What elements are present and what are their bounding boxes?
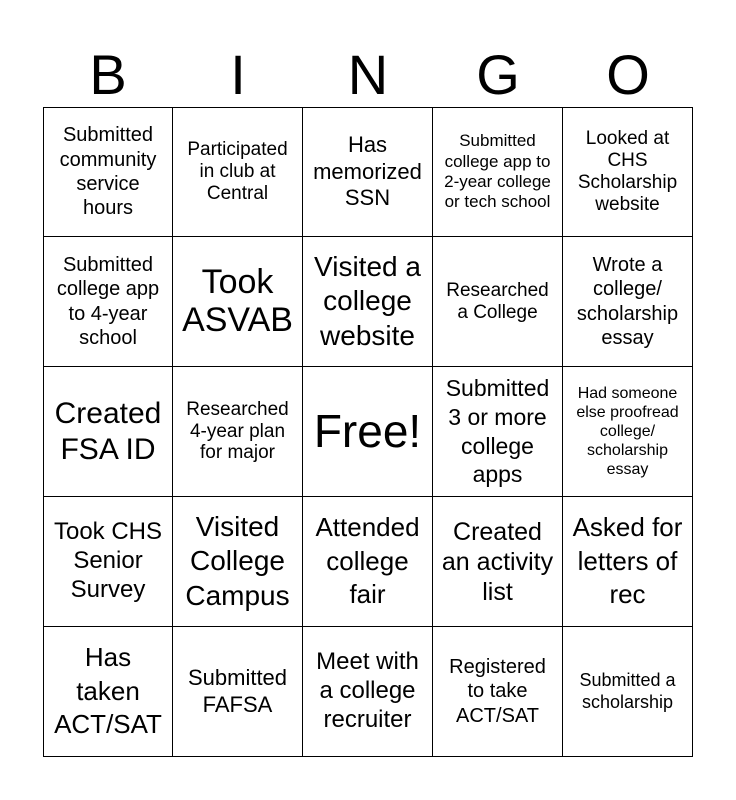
bingo-cell[interactable] bbox=[563, 627, 693, 757]
cell-text: Researched a College bbox=[446, 279, 549, 323]
cell-text: Registered to take ACT/SAT bbox=[449, 655, 546, 727]
header-letter-b: B bbox=[89, 43, 127, 106]
bingo-cell[interactable] bbox=[43, 107, 173, 237]
bingo-cell[interactable] bbox=[173, 107, 303, 237]
cell-text: Submitted college app to 2-year college or tech school bbox=[444, 131, 551, 212]
cell-text: Has memorized SSN bbox=[313, 132, 422, 211]
header-letter-i: I bbox=[230, 43, 246, 106]
bingo-cell[interactable] bbox=[433, 627, 563, 757]
free-space-label: Free! bbox=[313, 404, 422, 457]
bingo-cell[interactable] bbox=[43, 367, 173, 497]
cell-text: Had someone else proofread college/ scholarship essay bbox=[576, 384, 679, 479]
header-letter-o: O bbox=[606, 43, 650, 106]
bingo-cell[interactable] bbox=[43, 627, 173, 757]
cell-text: Wrote a college/ scholarship essay bbox=[576, 253, 679, 349]
cell-text: Researched 4-year plan for major bbox=[186, 398, 289, 464]
cell-text: Submitted 3 or more college apps bbox=[445, 375, 550, 488]
bingo-cell[interactable] bbox=[43, 497, 173, 627]
cell-text: Submitted FAFSA bbox=[187, 665, 288, 717]
bingo-grid bbox=[43, 107, 693, 757]
bingo-cell[interactable] bbox=[433, 107, 563, 237]
cell-text: Has taken ACT/SAT bbox=[54, 641, 162, 740]
cell-text: Created an activity list bbox=[441, 517, 554, 606]
cell-text: Visited a college website bbox=[314, 251, 421, 351]
bingo-cell[interactable] bbox=[433, 237, 563, 367]
bingo-cell[interactable] bbox=[563, 107, 693, 237]
cell-text: Took CHS Senior Survey bbox=[53, 518, 163, 603]
bingo-cell[interactable] bbox=[563, 237, 693, 367]
bingo-cell[interactable] bbox=[303, 497, 433, 627]
bingo-cell[interactable] bbox=[173, 367, 303, 497]
header-letter-n: N bbox=[347, 43, 389, 106]
bingo-cell-free[interactable] bbox=[303, 367, 433, 497]
bingo-cell[interactable] bbox=[303, 107, 433, 237]
bingo-cell[interactable] bbox=[173, 497, 303, 627]
cell-text: Asked for letters of rec bbox=[572, 511, 683, 610]
cell-text: Attended college fair bbox=[315, 511, 420, 610]
bingo-cell[interactable] bbox=[303, 627, 433, 757]
bingo-cell[interactable] bbox=[173, 237, 303, 367]
header-letter-g: G bbox=[476, 43, 520, 106]
cell-text: Meet with a college recruiter bbox=[316, 648, 419, 733]
cell-text: Visited College Campus bbox=[185, 511, 290, 611]
bingo-cell[interactable] bbox=[173, 627, 303, 757]
bingo-cell[interactable] bbox=[303, 237, 433, 367]
cell-text: Took ASVAB bbox=[182, 263, 293, 339]
bingo-cell[interactable] bbox=[563, 367, 693, 497]
bingo-cell[interactable] bbox=[433, 497, 563, 627]
bingo-cell[interactable] bbox=[563, 497, 693, 627]
cell-text: Participated in club at Central bbox=[187, 139, 288, 204]
cell-text: Looked at CHS Scholarship website bbox=[577, 128, 678, 215]
cell-text: Submitted community service hours bbox=[59, 124, 157, 220]
cell-text: Submitted a scholarship bbox=[579, 669, 676, 712]
cell-text: Created FSA ID bbox=[54, 396, 162, 466]
bingo-cell[interactable] bbox=[433, 367, 563, 497]
cell-text: Submitted college app to 4-year school bbox=[56, 253, 160, 349]
bingo-cell[interactable] bbox=[43, 237, 173, 367]
bingo-header bbox=[43, 43, 693, 107]
